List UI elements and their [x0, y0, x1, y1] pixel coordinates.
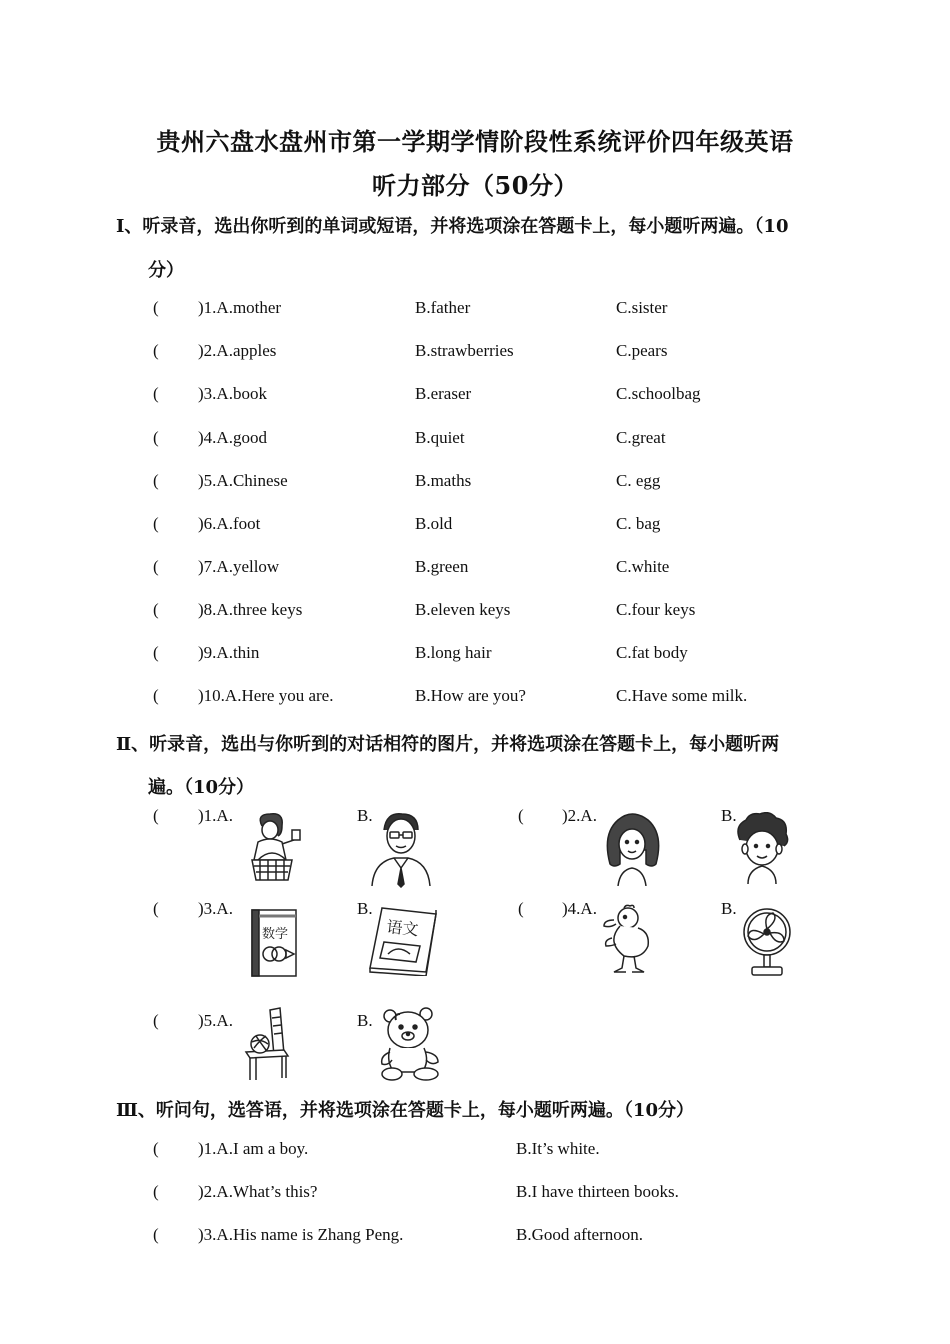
- option-b: B.quiet: [415, 428, 465, 447]
- answer-paren[interactable]: (: [153, 899, 159, 918]
- s3-item-1: [0, 1139, 950, 1165]
- answer-paren[interactable]: (: [153, 557, 159, 576]
- woman-shopping-picture[interactable]: [244, 812, 310, 888]
- answer-paren[interactable]: (: [153, 1182, 159, 1201]
- answer-paren[interactable]: (: [153, 1225, 159, 1244]
- page-title: 贵州六盘水盘州市第一学期学情阶段性系统评价四年级英语: [156, 127, 794, 156]
- chinese-book-title: 语文: [385, 917, 420, 940]
- s1-item-3: [0, 384, 950, 410]
- man-with-glasses-picture[interactable]: [368, 810, 434, 888]
- s1-item-5: [0, 471, 950, 497]
- s1-item-2: [0, 341, 950, 367]
- s1-item-4: [0, 428, 950, 454]
- option-a: )5.A.Chinese: [198, 471, 288, 490]
- option-c: C.white: [616, 557, 670, 576]
- chair-with-ball-picture[interactable]: [240, 1006, 296, 1082]
- option-b: B.strawberries: [415, 341, 514, 360]
- answer-paren[interactable]: (: [153, 298, 159, 317]
- duck-picture[interactable]: [600, 904, 652, 978]
- answer-paren[interactable]: (: [153, 806, 159, 825]
- answer-paren[interactable]: (: [153, 1139, 159, 1158]
- option-b: B.It’s white.: [516, 1139, 600, 1158]
- option-a: )10.A.Here you are.: [198, 686, 334, 705]
- option-c: C.schoolbag: [616, 384, 701, 403]
- s1-item-10: [0, 686, 950, 712]
- s1-item-6: [0, 514, 950, 540]
- answer-paren[interactable]: (: [518, 899, 524, 918]
- option-b: B.father: [415, 298, 471, 317]
- section1-heading: Ⅰ、听录音，选出你听到的单词或短语，并将选项涂在答题卡上，每小题听两遍。（10: [116, 216, 789, 237]
- option-c: C.four keys: [616, 600, 696, 619]
- option-b: B.eraser: [415, 384, 472, 403]
- answer-paren[interactable]: (: [153, 341, 159, 360]
- option-b: B.old: [415, 514, 453, 533]
- girl-curly-hair-picture[interactable]: [604, 812, 660, 886]
- option-a: )6.A.foot: [198, 514, 261, 533]
- option-b: B.I have thirteen books.: [516, 1182, 679, 1201]
- section2-heading: Ⅱ、听录音，选出与你听到的对话相符的图片，并将选项涂在答题卡上，每小题听两: [116, 734, 780, 755]
- option-c: C. egg: [616, 471, 661, 490]
- s2-item-4: [0, 899, 950, 925]
- option-a-label: )1.A.: [198, 806, 233, 825]
- section1-heading-cont: 分）: [148, 260, 184, 281]
- s1-item-1: [0, 298, 950, 324]
- option-b-label: B.: [721, 899, 737, 918]
- answer-paren[interactable]: (: [153, 514, 159, 533]
- option-b-label: B.: [357, 1011, 373, 1030]
- s2-item-2: [0, 806, 950, 832]
- answer-paren[interactable]: (: [153, 384, 159, 403]
- option-a: )1.A.mother: [198, 298, 282, 317]
- option-a-label: )2.A.: [562, 806, 597, 825]
- answer-paren[interactable]: (: [153, 686, 159, 705]
- answer-paren[interactable]: (: [153, 600, 159, 619]
- option-c: C. bag: [616, 514, 661, 533]
- teddy-bear-picture[interactable]: [376, 1006, 450, 1082]
- option-b: B.Good afternoon.: [516, 1225, 644, 1244]
- boy-curly-hair-picture[interactable]: [730, 812, 794, 886]
- option-b-label: B.: [357, 899, 373, 918]
- option-a-label: )5.A.: [198, 1011, 233, 1030]
- option-c: C.sister: [616, 298, 668, 317]
- option-a: )8.A.three keys: [198, 600, 303, 619]
- chinese-book-picture[interactable]: [364, 904, 440, 976]
- option-a-label: )3.A.: [198, 899, 233, 918]
- option-a: )1.A.I am a boy.: [198, 1139, 309, 1158]
- option-b-label: B.: [721, 806, 737, 825]
- answer-paren[interactable]: (: [153, 428, 159, 447]
- option-a: )9.A.thin: [198, 643, 260, 662]
- option-a: )4.A.good: [198, 428, 267, 447]
- option-c: C.fat body: [616, 643, 688, 662]
- maths-book-picture[interactable]: [246, 906, 302, 978]
- option-c: C.Have some milk.: [616, 686, 748, 705]
- s1-item-9: [0, 643, 950, 669]
- s2-item-5: [0, 1011, 950, 1037]
- option-c: C.pears: [616, 341, 668, 360]
- option-b: B.eleven keys: [415, 600, 511, 619]
- answer-paren[interactable]: (: [153, 1011, 159, 1030]
- option-a-label: )4.A.: [562, 899, 597, 918]
- option-b: B.green: [415, 557, 469, 576]
- option-b: B.long hair: [415, 643, 492, 662]
- option-c: C.great: [616, 428, 666, 447]
- page-subtitle: 听力部分（50分）: [372, 171, 578, 200]
- fan-picture[interactable]: [740, 904, 794, 978]
- s1-item-8: [0, 600, 950, 626]
- option-a: )2.A.What’s this?: [198, 1182, 318, 1201]
- section2-heading-cont: 遍。（10分）: [148, 777, 255, 798]
- option-b: B.How are you?: [415, 686, 526, 705]
- section3-heading: Ⅲ、听问句，选答语，并将选项涂在答题卡上，每小题听两遍。（10分）: [116, 1100, 694, 1121]
- maths-book-title: 数学: [262, 927, 289, 942]
- option-b: B.maths: [415, 471, 472, 490]
- s1-item-7: [0, 557, 950, 583]
- s3-item-2: [0, 1182, 950, 1208]
- s3-item-3: [0, 1225, 950, 1251]
- option-a: )2.A.apples: [198, 341, 277, 360]
- option-b-label: B.: [357, 806, 373, 825]
- option-a: )3.A.His name is Zhang Peng.: [198, 1225, 404, 1244]
- answer-paren[interactable]: (: [153, 471, 159, 490]
- option-a: )3.A.book: [198, 384, 267, 403]
- answer-paren[interactable]: (: [518, 806, 524, 825]
- option-a: )7.A.yellow: [198, 557, 280, 576]
- answer-paren[interactable]: (: [153, 643, 159, 662]
